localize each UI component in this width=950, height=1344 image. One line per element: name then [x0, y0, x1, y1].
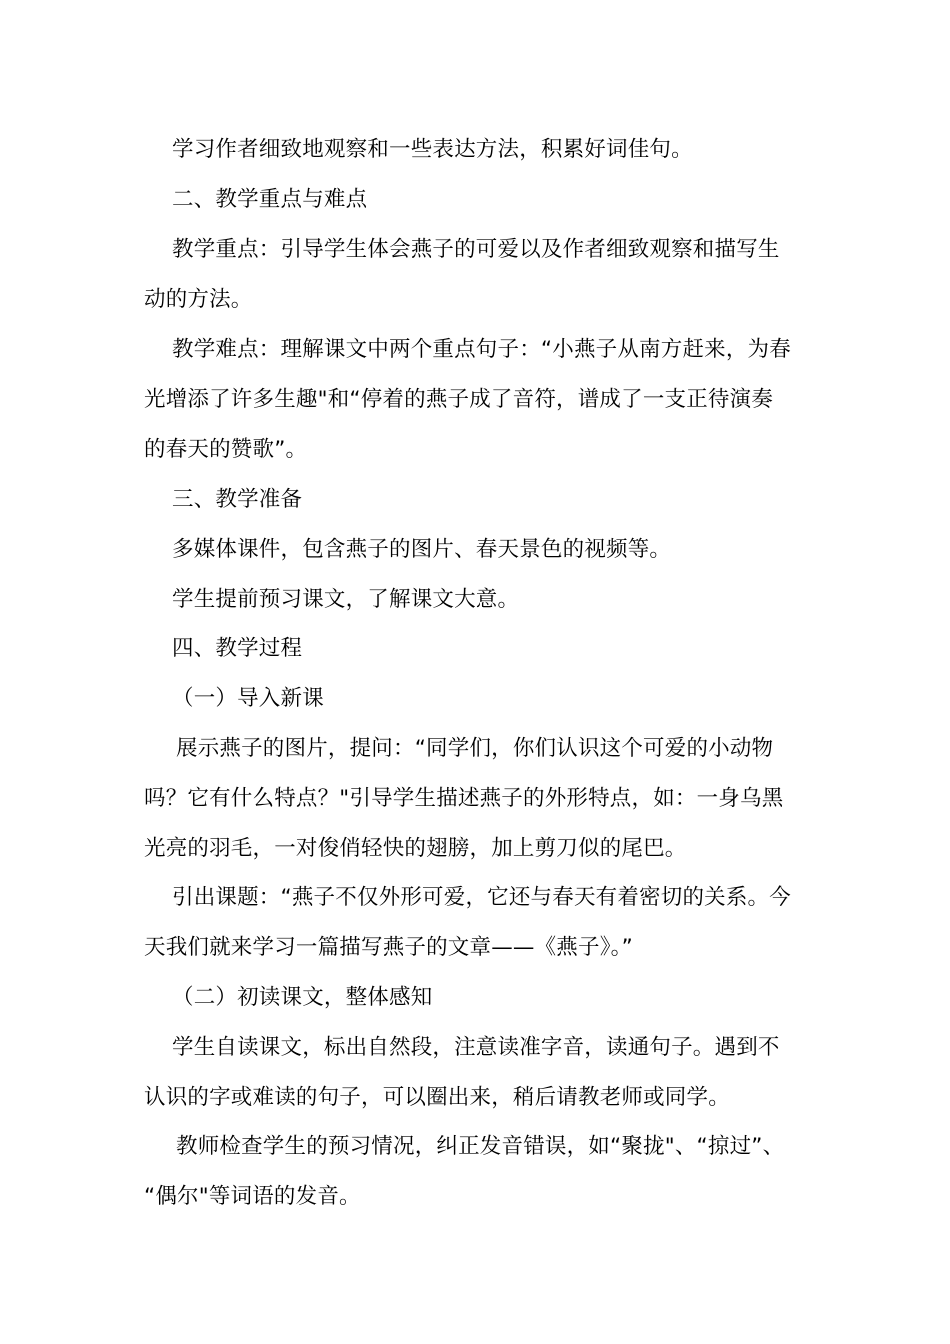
- subsection-heading: （二）初读课文，整体感知: [172, 985, 433, 1010]
- section-heading: 四、教学过程: [172, 636, 303, 661]
- section-heading: 三、教学准备: [172, 487, 303, 512]
- paragraph-line: 多媒体课件，包含燕子的图片、春天景色的视频等。: [172, 537, 672, 562]
- paragraph-line: 学生提前预习课文，了解课文大意。: [172, 587, 520, 612]
- paragraph-line: 学习作者细致地观察和一些表达方法，积累好词佳句。: [172, 137, 693, 162]
- paragraph-line: 展示燕子的图片，提问：“同学们，你们认识这个可爱的小动物: [176, 736, 774, 761]
- paragraph-line: 认识的字或难读的句子，可以圈出来，稍后请教老师或同学。: [144, 1085, 730, 1110]
- paragraph-line: 吗？它有什么特点？"引导学生描述燕子的外形特点，如：一身乌黑: [144, 786, 784, 811]
- paragraph-line: 教学重点：引导学生体会燕子的可爱以及作者细致观察和描写生: [172, 237, 780, 262]
- paragraph-line: 天我们就来学习一篇描写燕子的文章——《燕子》。”: [144, 935, 633, 960]
- paragraph-line: 动的方法。: [144, 287, 253, 312]
- paragraph-line: 光亮的羽毛，一对俊俏轻快的翅膀，加上剪刀似的尾巴。: [144, 836, 687, 861]
- paragraph-line: 光增添了许多生趣"和“停着的燕子成了音符，谱成了一支正待演奏: [144, 387, 774, 412]
- paragraph-line: 学生自读课文，标出自然段，注意读准字音，读通句子。遇到不: [172, 1035, 780, 1060]
- paragraph-line: 教学难点：理解课文中两个重点句子：“小燕子从南方赶来，为春: [172, 337, 791, 362]
- section-heading: 二、教学重点与难点: [172, 187, 368, 212]
- paragraph-line: 引出课题：“燕子不仅外形可爱，它还与春天有着密切的关系。今: [172, 885, 791, 910]
- subsection-heading: （一）导入新课: [172, 686, 324, 711]
- paragraph-line: 的春天的赞歌”。: [144, 437, 308, 462]
- paragraph-line: “偶尔"等词语的发音。: [144, 1184, 361, 1209]
- paragraph-line: 教师检查学生的预习情况，纠正发音错误，如“聚拢"、“掠过”、: [176, 1134, 785, 1159]
